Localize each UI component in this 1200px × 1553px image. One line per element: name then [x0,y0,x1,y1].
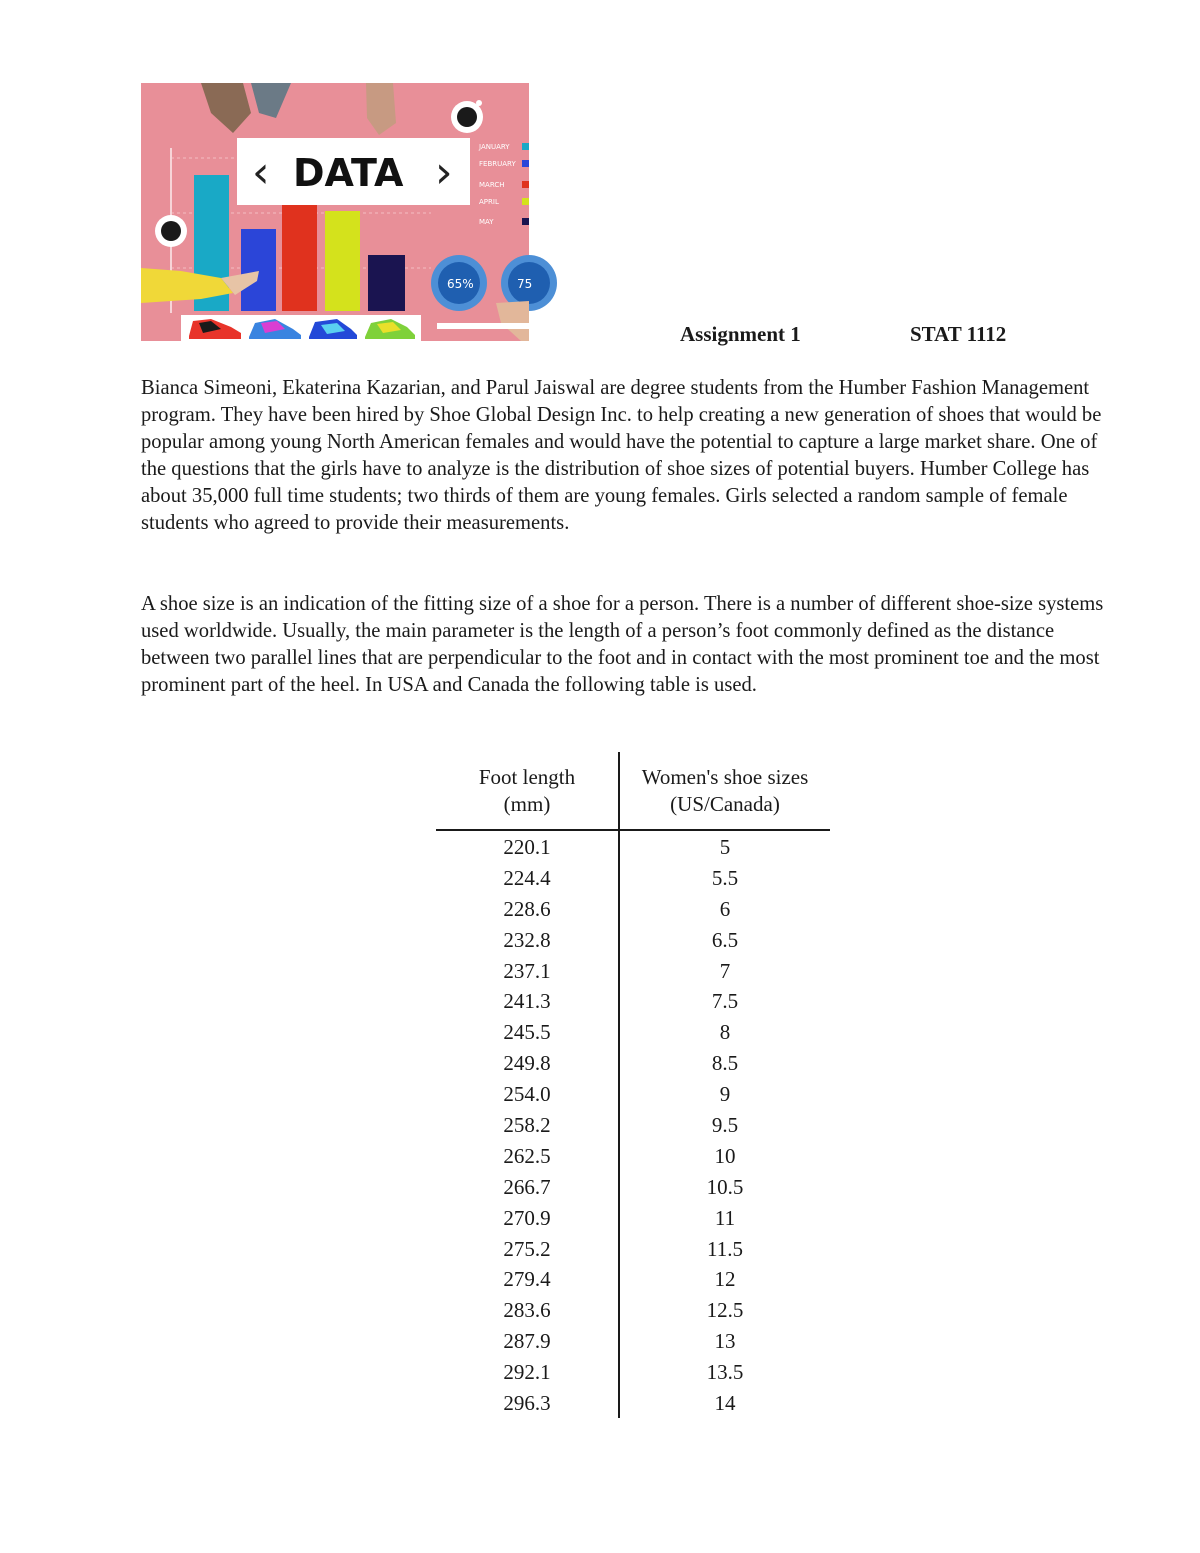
shoe-size-cell: 13.5 [706,1360,744,1385]
shoe-size-cell: 9 [719,1082,731,1107]
table-row [436,831,830,862]
foot-length-cell: 237.1 [503,958,551,983]
foot-length-cell: 220.1 [503,835,551,859]
shoe-size-paragraph: A shoe size is an indication of the fitting size of a shoe for a person. There is a number of different shoe-size systems used worldwide. Usually, the main parameter is the length of a person’s foot commonly defined as the distance between two parallel lines that are perpendicular to the foot and in contact with the most prominent toe and the most prominent part of the heel. In USA and Canada the following table is used. [141,593,1104,696]
table-row [436,893,830,924]
intro-paragraph: Bianca Simeoni, Ekaterina Kazarian, and Parul Jaiswal are degree students from the Humber Fashion Management program. They have been hired by Shoe Global Design Inc. to help creating a new generation of shoes that would be popular among young North American females and would have the potential to capture a large market share. One of the questions that the girls have to analyze is the distribution of shoe sizes of potential buyers. Humber College has about 35,000 full time students; two thirds of them are young females. Girls selected a random sample of female students who agreed to provide their measurements. [141,377,1102,534]
shoe-size-cell: 12.5 [706,1298,744,1323]
svg-text:MAY: MAY [479,218,494,226]
foot-length-cell: 279.4 [503,1267,551,1292]
table-row [436,1356,830,1387]
table-row [436,1202,830,1233]
shoe-size-cell: 11.5 [707,1236,743,1261]
shoe-size-cell: 5.5 [711,865,739,890]
table-row [436,985,830,1016]
foot-length-cell: 254.0 [503,1082,551,1107]
shoe-size-cell: 7 [719,958,731,983]
table-row [436,1109,830,1140]
shoe-size-cell: 12 [714,1267,736,1292]
foot-length-cell: 228.6 [503,896,551,921]
foot-length-cell: 296.3 [503,1391,551,1416]
hero-bar [325,211,360,311]
shoe-size-cell: 6 [719,896,731,921]
foot-length-cell: 232.8 [503,927,551,952]
table-row [436,1016,830,1047]
shoe-size-cell: 8.5 [711,1051,739,1076]
foot-length-cell: 262.5 [503,1143,551,1168]
table-row [436,862,830,893]
table-row [436,1171,830,1202]
shoe-size-cell: 8 [719,1020,731,1045]
header-foot-length: Foot length (mm) [478,765,576,816]
hero-bar [241,229,276,311]
shoe-size-table [436,752,830,1418]
table-row [436,1233,830,1264]
table-row [436,1263,830,1294]
foot-length-cell: 224.4 [503,865,551,890]
hero-bar [368,255,405,311]
svg-text:65%: 65% [447,277,474,291]
table-row [436,1140,830,1171]
coffee-cup-icon [155,215,187,247]
table-row [436,1047,830,1078]
shoe-size-cell: 14 [714,1391,736,1416]
foot-length-cell: 270.9 [503,1205,551,1230]
data-chart-illustration [141,83,533,341]
table-row [436,924,830,955]
shoe-size-cell: 7.5 [711,989,739,1014]
shoe-size-cell: 13 [714,1329,736,1354]
svg-text:MARCH: MARCH [479,181,505,189]
hero-bar [282,196,317,311]
foot-length-cell: 241.3 [503,989,551,1014]
gauge-icon [431,255,487,311]
shoe-size-cell: 10 [714,1143,736,1168]
foot-length-cell: 249.8 [503,1051,551,1076]
table-row [436,1325,830,1356]
foot-length-cell: 287.9 [503,1329,551,1354]
foot-length-cell: 275.2 [503,1236,551,1261]
table-row [436,1387,830,1418]
shoe-size-cell: 10.5 [706,1174,744,1199]
table-row [436,1294,830,1325]
shoe-size-cell: 5 [719,835,731,859]
header-shoe-size: Women's shoe sizes (US/Canada) [641,765,809,816]
table-row [436,1078,830,1109]
data-banner-word: DATA [293,151,404,195]
foot-length-cell: 283.6 [503,1298,551,1323]
assignment-title: Assignment 1 [680,322,801,346]
svg-text:75: 75 [517,277,533,291]
shoe-size-cell: 11 [714,1205,736,1230]
foot-length-cell: 292.1 [503,1360,551,1385]
svg-text:APRIL: APRIL [479,198,499,206]
svg-text:FEBRUARY: FEBRUARY [479,160,516,168]
course-code: STAT 1112 [910,322,1007,346]
table-body [436,831,830,1418]
shoe-size-cell: 9.5 [711,1113,739,1138]
svg-text:JANUARY: JANUARY [479,143,510,151]
table-row [436,955,830,986]
foot-length-cell: 258.2 [503,1113,551,1138]
header-illustration [141,83,533,341]
svg-text:‹: ‹ [252,147,270,198]
shoe-size-cell: 6.5 [711,927,739,952]
foot-length-cell: 266.7 [503,1174,551,1199]
foot-length-cell: 245.5 [503,1020,551,1045]
svg-text:›: › [435,147,453,198]
